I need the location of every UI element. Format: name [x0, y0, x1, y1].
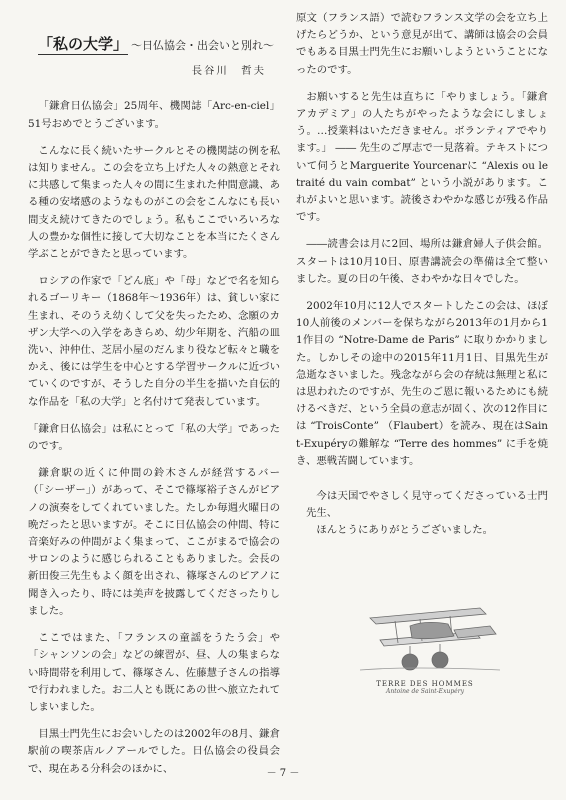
- article-title: 「私の大学」: [38, 35, 129, 53]
- article-title-block: [38, 36, 280, 55]
- paragraph: 「鎌倉日仏協会」25周年、機関誌「Arc-en-ciel」51号おめでとうございます。: [28, 100, 280, 130]
- author-name: 長谷川 哲夫: [191, 65, 266, 78]
- page-number: － 7 －: [266, 768, 300, 779]
- paragraph: お願いすると先生は直ちに「やりましょう。「鎌倉アカデミア」の人たちがやったような会にしましょう。…授業料はいただきません。ボランティアでやります。」 ―― 先生のご厚志で一見落着。テキストについて伺うとMarguerite Yourcenarに “Alexis ou le traité du vain combat” という小説があります。これがよいと思います。読後さわやかな感じが残る作品です。: [296, 90, 548, 224]
- illustration-caption: [365, 680, 485, 695]
- paragraph: 「鎌倉日仏協会」は私にとって「私の大学」であったのです。: [28, 422, 280, 453]
- paragraph: 原文（フランス語）で読むフランス文学の会を立ち上げたらどうか、という意見が出て、講師は協会の会員でもある目黒士門先生にお願いしようということになったのです。: [296, 12, 548, 76]
- paragraph: ここではまた、「フランスの童謡をうたう会」や「シャンソンの会」などの練習が、昼、人の集まらない時間帯を利用して、篠塚さん、佐藤慧子さんの指導で行われました。お二人とも既にあの世へ旅立たれてしまいました。: [28, 632, 280, 713]
- left-column: [28, 10, 280, 788]
- paragraph: 鎌倉駅の近くに仲間の鈴木さんが経営するバー（「シーザー」）があって、そこで篠塚裕子さんがピアノの演奏をしてくれていました。たしか毎週火曜日の晩だったと思いますが。そこに日仏協会の仲間、特に音楽好みの仲間がよく集まって、ここがまるで協会のサロンのように感じられることもありました。会長の新田俊三先生もよく顔を出され、篠塚さんのピアノに聞き入ったり、時には美声を披露してくださったりしました。: [28, 467, 280, 617]
- paragraph: 目黒士門先生にお会いしたのは2002年の8月、鎌倉駅前の喫茶店ルノアールでした。日仏協会の役員会で、現在ある分科会のほかに、: [28, 728, 280, 775]
- paragraph: 2002年10月に12人でスタートしたこの会は、ほぼ10人前後のメンバーを保ちながら2013年の1月から11作目の “Notre-Dame de Paris” に取りかかりました。しかしその途中の2015年11月1日、目黒先生が急逝なさいました。残念ながら会の存続は無理と私には思われたのですが、先生のご恩に報いるためにも続けるべきだ、という全員の意志が固く、次の12作目には “TroisConte” （Flaubert）を読み、現在はSaint-Exupéryの難解な “Terre des hommes” に手を焼き、悪戦苦闘しています。: [296, 300, 548, 467]
- closing-line: ほんとうにありがとうございました。: [316, 524, 494, 537]
- paragraph: ロシアの作家で「どん底」や「母」などで名を知られるゴーリキー（1868年～1936年）は、貧しい家に生まれ、そのうえ幼くして父を失ったため、念願のカザン大学への入学をあきらめ、幼少年期を、汽船の皿洗い、沖仲仕、芝居小屋のだんまり役など転々と職をかえ、後には学生を中心とする学習サークルに近づいていくのですが、そうした自分の半生を描いた自伝的な作品を「私の大学」と名付けて発表しています。: [28, 275, 280, 408]
- article-subtitle: ～日仏協会・出会いと別れ～: [131, 39, 275, 52]
- caption-author: Antoine de Saint-Exupéry: [386, 688, 464, 695]
- paragraph: ――読書会は月に2回、場所は鎌倉婦人子供会館。スタートは10月10日、原書講読会の準備は全て整いました。夏の日の午後、さわやかな日々でした。: [296, 238, 548, 285]
- right-column: [296, 10, 548, 540]
- paragraph: こんなに長く続いたサークルとその機関誌の例を私は知りません。この会を立ち上げた人々の熱意とそれに共感して集まった人々の間に生まれた仲間意識、ある種の安堵感のようなものがこの会をこんなにも長い間支え続けてきたのでしょう。私もここでいろいろな人の豊かな個性に接して大切なことを本当にたくさん学ぶことができたと思っています。: [28, 144, 280, 261]
- caption-title: TERRE DES HOMMES: [376, 680, 474, 688]
- closing-line: 今は天国でやさしく見守ってくださっている士門先生、: [306, 490, 548, 520]
- biplane-illustration: [350, 590, 510, 680]
